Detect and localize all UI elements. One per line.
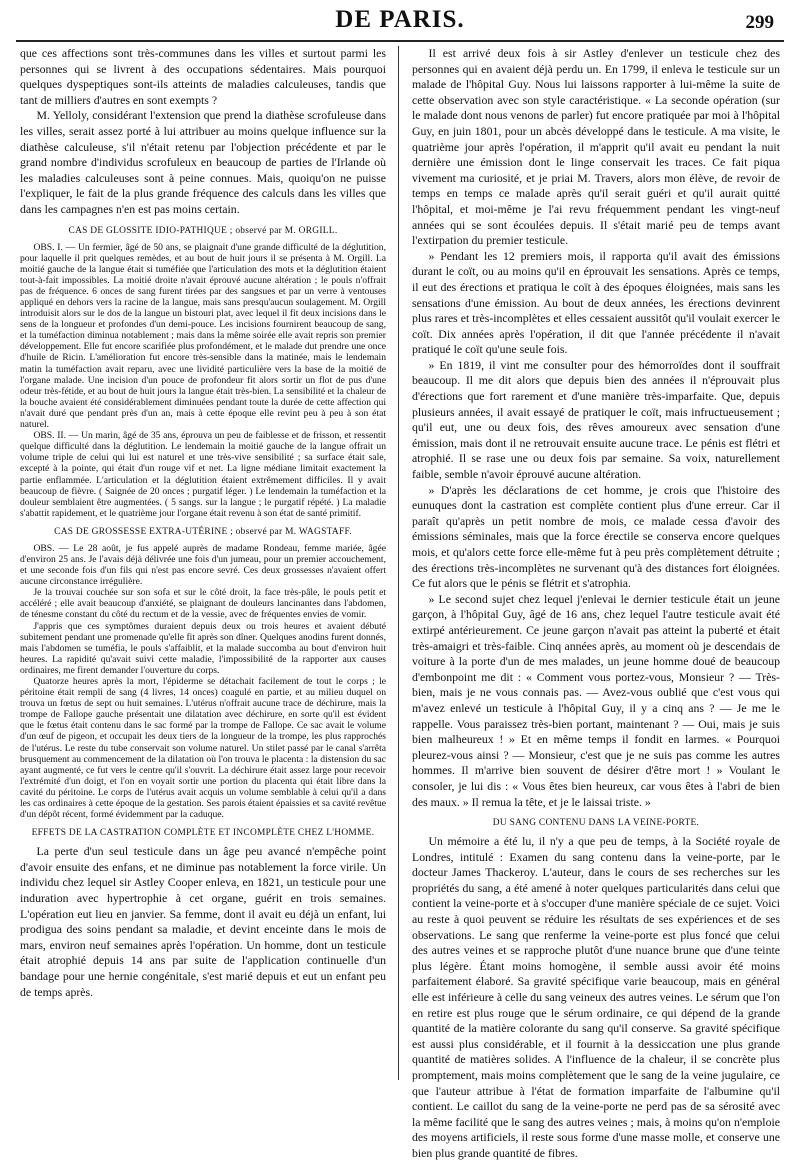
masthead bbox=[0, 0, 800, 48]
header-rule bbox=[16, 40, 784, 42]
observation-paragraph: OBS. I. — Un fermier, âgé de 50 ans, se plaignait d'une grande difficulté de la déglutition, pour laquelle il prit quelques remèdes, et au bout de huit jours il se présenta à M. Orgill. La moitié gauche de la langue était si tuméfiée que l'articulation des mots et la déglutition étaient tout-à-fait impossibles. La moitié droite n'avait éprouvé aucune altération ; le pouls n'offrait pas de fréquence. 6 onces de sang furent tirées par des sangsues et par un verre à ventouses appliqué en dehors vers la racine de la langue, mais sans presqu'aucun soulagement. M. Orgill introduisit alors sur le dos de la langue un bistouri plat, avec lequel il fit deux incisions dans le sens de la longueur et profondes d'un demi-pouce. Les incisions fournirent beaucoup de sang, et la tuméfaction diminua notablement ; mais dans la même soirée elle avait repris son premier développement. Elle fut encore scarifiée plus profondément, et le malade dut prendre une once d'huile de Ricin. L'amélioration fut encore très-sensible dans la matinée, mais le lendemain matin la tuméfaction avait reparu, avec une lividité particulière vers la base de la moitié de l'organe malade. Une incision d'un pouce de profondeur fit alors sortir un flot de pus d'une odeur très-fétide, et au bout de huit jours la langue était très-bien. La sensibilité et la chaleur de la bouche avaient été considérablement diminuées pendant toute la durée de cette affection qui n'avait duré que pendant près d'un an, mais à cette époque elle revint peu à peu à son état naturel. bbox=[20, 241, 386, 431]
column-divider bbox=[398, 46, 399, 1080]
article-paragraph: Il est arrivé deux fois à sir Astley d'enlever un testicule chez des personnes qui en avaient déjà perdu un. En 1799, il enleva le testicule sur un malade de l'hôpital Guy. Nous lui laissons rapporter à lui-même la suite de cette observation avec son style caractéristique. « La seconde opération (sur le malade dont nous venons de parler) fut encore pratiquée par moi à l'hôpital Guy, en juin 1801, pour un abcès développé dans le testicule. A ma visite, le quatrième jour après l'opération, il m'apprit qu'il avait eu pendant la nuit dernière une émission dont le linge conservait les traces. Ce fait piqua vivement ma curiosité, et je priai M. Travers, alors mon élève, de revoir de temps en temps ce malade après qu'il serait guéri et qu'il aurait quitté l'hôpital, et moi-même je l'ai revu fréquemment pendant les vingt-neuf années qui se sont écoulées depuis. Il s'était marié peu de temps avant l'extirpation du premier testicule. bbox=[412, 46, 780, 248]
article-paragraph: » D'après les déclarations de cet homme, je crois que l'histoire des eunuques dont la castration est complète contient plus d'une erreur. Car il paraît qu'après un petit nombre de mois, ce malade cessa d'avoir des émissions séminales, mais que la force érectile se conserva encore quelques mois, et qu'alors cette force elle-même fut à peu près complètement détruite ; des érections très-incomplètes ne survenant qu'à des distances fort éloignées. Ce fut alors que le pénis se flétrit et s'atrophia. bbox=[412, 482, 780, 591]
article-paragraph: » Pendant les 12 premiers mois, il rapporta qu'il avait des émissions durant le coït, ou au moins qu'il en éprouvait les sensations. Après ce temps, il eut des érections et pratiqua le coït à des époques éloignées, mais sans les sensations d'une émission. Au bout de deux années, les érections devinrent plus rares et très-incomplètes et elles cessaient aussitôt qu'il voulait exercer le coït. Dix années après l'opération, il dit que l'année précédente il n'avait pratiqué le coït qu'une seule fois. bbox=[412, 248, 780, 357]
article-paragraph: » En 1819, il vint me consulter pour des hémorroïdes dont il souffrait beaucoup. Il me dit alors que depuis bien des années il n'éprouvait plus d'érections que fort rarement et d'une manière très-imparfaite. Que, depuis plusieurs années, il avait essayé de pratiquer le coït, mais infructueusement ; qu'il eut, une ou deux fois, des rêves amoureux avec sensation d'une émission, mais dont il ne retrouvait ensuite aucune trace. Le pénis est flétri et atrophié. Il se rase une ou deux fois par semaine. Sa voix, naturellement faible, semble n'avoir éprouvé aucune altération. bbox=[412, 357, 780, 482]
observation-paragraph: Je la trouvai couchée sur son sofa et sur le côté droit, la face très-pâle, le pouls petit et accéléré ; elle avait beaucoup d'anxiété, se plaignant de douleurs lancinantes dans l'abdomen, de ténesme constant du côté du rectum et de la vessie, avec de fréquentes envies de vomir. bbox=[20, 587, 386, 621]
observation-paragraph: OBS. — Le 28 août, je fus appelé auprès de madame Rondeau, femme mariée, âgée d'environ 25 ans. Je l'avais déjà délivrée une fois d'un jumeau, pour un premier accouchement, et une seconde fois d'un fils qui n'est pas encore sevré. Ces deux grossesses n'avaient offert aucune circonstance irrégulière. bbox=[20, 542, 386, 588]
section-heading-castration: EFFETS DE LA CASTRATION COMPLÈTE ET INCOMPLÈTE CHEZ L'HOMME. bbox=[31, 828, 375, 839]
observation-paragraph: Quatorze heures après la mort, l'épiderme se détachait facilement de tout le corps ; le péritoine était rempli de sang (4 livres, 14 onces) coagulé en partie, et au milieu duquel on trouva un fœtus de sept ou huit semaines. L'utérus n'offrait aucune trace de déchirure, mais la trompe de Fallope gauche présentait une dilatation avec déchirure, en sorte qu'il est évident que le fœtus était contenu dans le sac formé par la trompe de Fallope. Ce sac avait le volume d'un œuf de pigeon, et occupait les deux tiers de la longueur de la trompe, les plus rapprochés de l'utérus. Le reste du tube conservait son volume naturel. Un stilet passé par le canal s'arrêta brusquement au commencement de la dilatation où l'on trouva le placenta : la distension du sac ayant augmenté, ce fut vers le centre qu'il s'ouvrit. La déchirure était assez large pour recevoir l'extrémité d'un doigt, et l'on en voyait sortir une portion du placenta qui était libre dans la cavité du péritoine. Le corps de l'utérus avait acquis un volume semblable à celui qu'il a dans les cas ordinaires à cette époque de la gestation. Ses parois étaient épaissies et sa cavité revêtue d'un dépôt récent, formé évidemment par la caduque. bbox=[20, 676, 386, 821]
intro-paragraph: M. Yelloly, considérant l'extension que prend la diathèse scrofuleuse dans les villes, serait assez porté à lui attribuer au moins quelque influence sur la diathèse calculeuse, s'il n'était retenu par l'objection précédente et par le grand nombre d'individus scrofuleux en beaucoup de parties de l'Irlande où les maladies calculeuses sont à peine connues. Mais, quoiqu'on ne puisse l'expliquer, le fait de la plus grande fréquence des calculs dans les villes que dans les campagnes n'en est pas moins certain. bbox=[20, 108, 386, 216]
section-heading-grossesse: CAS DE GROSSESSE EXTRA-UTÉRINE ; observé par M. WAGSTAFF. bbox=[54, 526, 352, 537]
page-title: DE PARIS. bbox=[335, 6, 465, 33]
section-heading-glossite: CAS DE GLOSSITE IDIO-PATHIQUE ; observé par M. ORGILL. bbox=[68, 225, 338, 236]
observation-paragraph: OBS. II. — Un marin, âgé de 35 ans, éprouva un peu de faiblesse et de frisson, et ressentit quelque difficulté dans la déglutition. Le lendemain la moitié gauche de la langue offrait un volume triple de celui qui lui est naturel et une très-vive sensibilité ; sa surface était sale, excepté à la pointe, qui était d'un rouge vif et net. La ligne médiane limitait exactement la partie enflammée. L'articulation et la déglutition étaient extrêmement difficiles. Il y avait beaucoup de fièvre. ( Saignée de 20 onces ; purgatif léger. ) Le lendemain la tuméfaction et la douleur semblaient être augmentées. ( 5 sangs. sur la langue ; le purgatif répété. ) La maladie s'abattit rapidement, et le quatrième jour l'organe était revenu à son état de santé primitif. bbox=[20, 430, 386, 519]
observation-paragraph: J'appris que ces symptômes duraient depuis deux ou trois heures et avaient débuté subitement pendant une promenade qu'elle fit après son dîner. Quelques anodins furent donnés, mais l'abdomen se tuméfia, le pouls s'affaiblit, et la malade succomba au bout d'environ huit heures. La rapidité qu'avait suivi cette maladie, l'impossibilité de la rapporter aux causes ordinaires, me firent demander l'ouverture du corps. bbox=[20, 620, 386, 676]
intro-paragraph: que ces affections sont très-communes dans les villes et surtout parmi les personnes qui se livrent à des occupations sédentaires. Mais pourquoi quelques dyspeptiques sont-ils atteints de maladies calculeuses, tandis que tant de milliers d'autres en sont exempts ? bbox=[20, 46, 386, 107]
section-heading-sang: DU SANG CONTENU DANS LA VEINE-PORTE. bbox=[492, 818, 700, 829]
right-column bbox=[412, 46, 781, 1160]
article-paragraph: La perte d'un seul testicule dans un âge peu avancé n'empêche point d'avoir ensuite des enfans, et ne diminue pas notablement la force virile. Un individu chez lequel sir Astley Cooper enleva, en 1821, un testicule pour une induration avec hypertrophie à cet organe, guérit en trois semaines. L'opération eut lieu en janvier. Sa femme, dont il avait eu déjà un enfant, lui prodigua des soins pendant sa maladie, et devint enceinte dans le mois de mars, environ neuf semaines après l'opération. Un homme, dont un testicule était atrophié depuis 14 ans par suite de l'application continuelle d'un bandage pour une hernie congénitale, s'est marié depuis et eut un enfant peu de temps après. bbox=[20, 844, 386, 999]
article-paragraph: Un mémoire a été lu, il n'y a que peu de temps, à la Société royale de Londres, intitulé : Examen du sang contenu dans la veine-porte, par le docteur James Thackeroy. L'auteur, dans le cours de ses recherches sur les propriétés du sang, a été amené à noter quelques particularités dans celui que contient la veine-porte et à s'occuper d'une manière spéciale de ce sujet. Voici au reste à quoi peuvent se réduire les résultats de ses expériences et de ses observations. Le sang que renferme la veine-porte est plus foncé que celui des autres veines et se rapproche plutôt d'une nuance brune que d'une teinte plus légère. Étant moins homogène, il semble aussi avoir été moins parfaitement élaboré. Sa gravité spécifique varie beaucoup, mais en général elle est inférieure à celle du sang veineux des autres veines. Le sérum que l'on en retire est plus rouge que le sérum ordinaire, ce qui dépend de la grande quantité de la matière colorante du sang qu'il conserve. Sa gravité spécifique est aussi plus considérable, et il fournit à la dessiccation une plus grande quantité de matières solides. A l'influence de la chaleur, il se concrète plus promptement, mais moins complètement que le sang de la veine jugulaire, ce que l'auteur attribue à l'état de formation imparfaite de l'albumine qu'il contient. Le caillot du sang de la veine-porte ne perd pas de sa sérosité avec la même facilité que le sang des autres veines ; mais, à moins qu'on n'emploie des moyens artificiels, il reste sous forme d'une masse molle, et conserve une bien plus grande quantité de fibres. bbox=[412, 834, 781, 1160]
article-paragraph: » Le second sujet chez lequel j'enlevai le dernier testicule était un jeune garçon, à l'hôpital Guy, âgé de 16 ans, chez lequel l'autre testicule avait été extirpé antérieurement. Ce jeune garçon n'avait pas atteint la puberté et était très-amaigri et très-faible. Cinq années après, au moment où je descendais de voiture à la porte d'un de mes malades, un jeune homme doué de beaucoup d'embonpoint me dit : « Comment vous portez-vous, Monsieur ? — Très-bien, mais je ne vous connais pas. — Avez-vous oublié que c'est vous qui m'avez enlevé un testicule à l'hôpital Guy, il y a cinq ans ? — Je me le rappelle. Vous paraissez très-bien portant, maintenant ? — Oui, mais je suis bien malheureux ! » Et en même temps il fondit en larmes. « Pourquoi pleurez-vous ainsi ? — Monsieur, c'est que je ne suis pas comme les autres hommes. Il m'arrive bien souvent de désirer d'être mort ! » Voulant le consoler, je lui dis : « Vous êtes bien heureux, car vous êtes à l'abri de bien des maux. » Il remua la tête, et je le laissai triste. » bbox=[412, 591, 780, 809]
page-number: 299 bbox=[745, 12, 774, 33]
left-column bbox=[20, 46, 386, 1082]
